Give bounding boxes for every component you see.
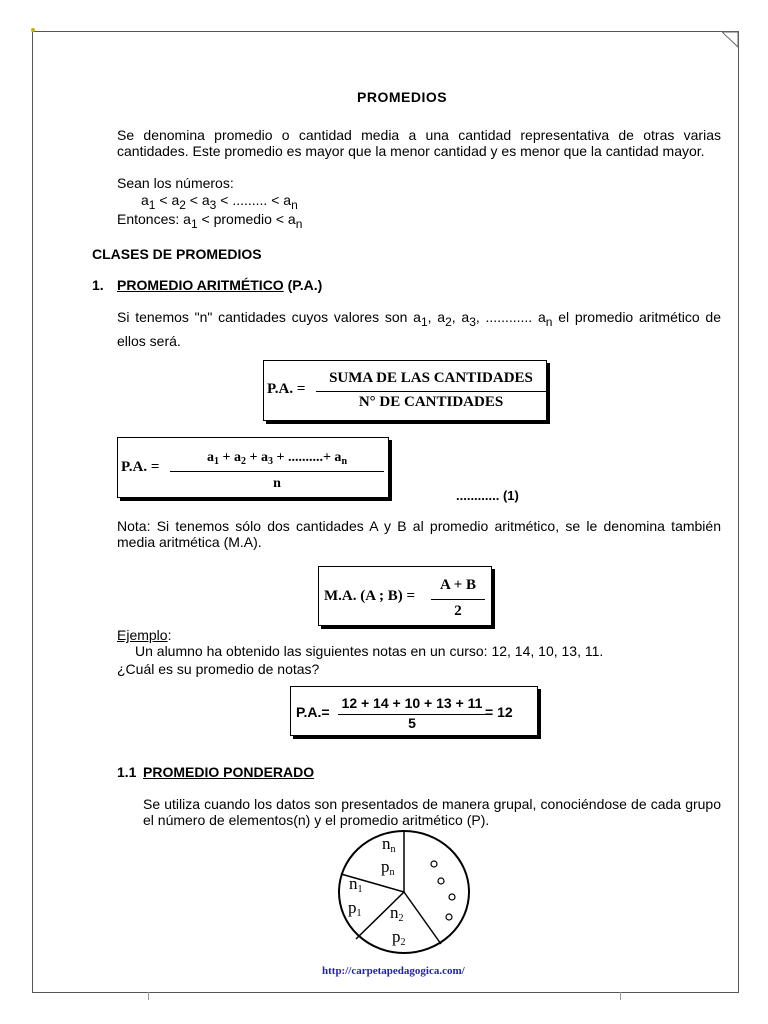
ejemplo-label	[117, 627, 171, 643]
formula1-lhs: P.A. =	[267, 381, 306, 397]
formula2-denominator: n	[273, 476, 281, 491]
ruler-tick	[620, 992, 621, 1000]
clases-heading: CLASES DE PROMEDIOS	[92, 246, 262, 262]
page-title: PROMEDIOS	[357, 89, 448, 105]
section-1-heading-main: PROMEDIO ARITMÉTICO	[117, 277, 284, 293]
pie-label-p2: $p_2$	[392, 927, 406, 948]
intro-paragraph: Se denomina promedio o cantidad media a una cantidad representativa de otras varias cantidades. Este promedio es mayor que la menor cantidad y es menor que la cantidad mayor.	[117, 127, 721, 159]
entonces-line: Entonces: $a_1$ < promedio < $a_n$	[117, 211, 303, 231]
page-corner-fold	[722, 31, 739, 48]
ejemplo-line-1: Un alumno ha obtenido las siguientes notas en un curso: 12, 14, 10, 13, 11.	[135, 643, 604, 659]
section-1-1-heading: PROMEDIO PONDERADO	[143, 764, 315, 780]
pie-divider-bottom-right	[404, 892, 441, 944]
section-1-1-text: Se utiliza cuando los datos son presentados de manera grupal, conociéndose de cada grupo el número de elementos(n) y el promedio aritmético (P).	[143, 796, 721, 828]
formula-label-1: ............ (1)	[456, 488, 519, 503]
pie-dot	[438, 878, 444, 884]
nota-paragraph: Nota: Si tenemos sólo dos cantidades A y B al promedio aritmético, se le denomina también media aritmética (M.A).	[117, 518, 721, 550]
section-1-heading	[117, 277, 322, 293]
pie-label-n2: $n_2$	[390, 903, 404, 924]
pie-dot	[446, 914, 452, 920]
formula3-lhs: M.A. (A ; B) =	[324, 588, 416, 604]
formula4-numerator: 12 + 14 + 10 + 13 + 11	[341, 695, 483, 711]
ruler-tick	[148, 992, 149, 1000]
section-1-1-number: 1.1	[117, 764, 137, 780]
formula1-fraction-bar	[316, 391, 546, 392]
formula2-numerator: $a_1 + a_2 + a_3$ + ..........+ $a_n$	[207, 450, 347, 467]
ejemplo-colon: :	[167, 627, 172, 643]
sean-line: Sean los números:	[117, 175, 234, 191]
formula4-denominator: 5	[408, 715, 416, 731]
formula3-fraction-bar	[431, 599, 485, 600]
pie-dot	[449, 894, 455, 900]
formula1-denominator: N° DE CANTIDADES	[358, 394, 504, 410]
formula-box-example	[290, 686, 538, 736]
section-1-number: 1.	[92, 277, 104, 293]
formula-box-a-sum	[117, 437, 389, 498]
ejemplo-label-text: Ejemplo	[117, 627, 168, 643]
footer-link[interactable]: http://carpetapedagogica.com/	[322, 965, 465, 977]
pie-label-pn: $p_n$	[381, 857, 395, 878]
formula2-fraction-bar	[170, 471, 384, 472]
formula2-lhs: P.A. =	[121, 459, 160, 475]
section-1-text: Si tenemos "n" cantidades cuyos valores son $a_1$, $a_2$, $a_3$, ............ $a_n$ el promedio aritmético de ellos será.	[117, 309, 721, 349]
section-1-heading-rest: (P.A.)	[283, 277, 323, 293]
formula4-lhs: P.A.=	[296, 704, 330, 720]
sequence-line: $a_1 < a_2 < a_3$ < ......... < $a_n$	[141, 192, 298, 212]
pie-dot	[431, 861, 437, 867]
corner-mark	[31, 28, 35, 32]
formula1-numerator: SUMA DE LAS CANTIDADES	[329, 370, 533, 386]
ejemplo-line-2: ¿Cuál es su promedio de notas?	[117, 661, 320, 677]
pie-label-n1: $n_1$	[349, 874, 363, 895]
pie-label-p1: $p_1$	[348, 898, 362, 919]
formula3-numerator: A + B	[439, 577, 477, 593]
formula3-denominator: 2	[454, 603, 462, 619]
pie-label-nn: $n_n$	[382, 834, 396, 855]
formula4-result: = 12	[485, 704, 513, 720]
formula-box-suma	[263, 360, 547, 421]
formula-box-media-aritmetica	[318, 566, 492, 626]
